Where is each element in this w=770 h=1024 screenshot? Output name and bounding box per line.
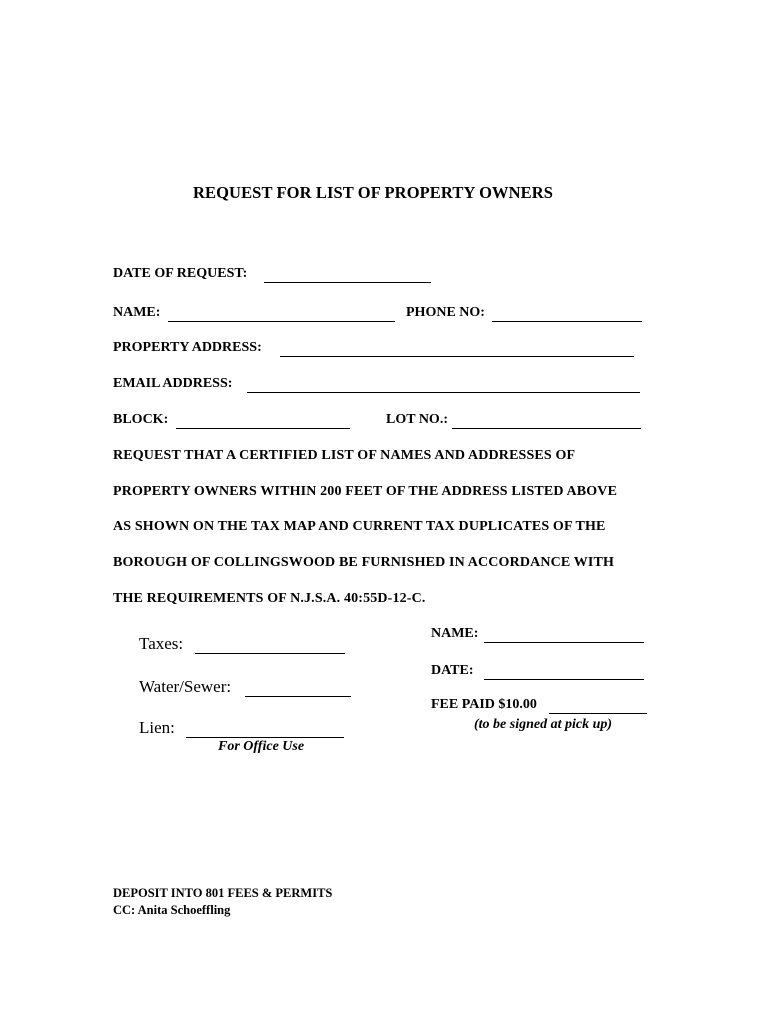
- fee-paid-label: FEE PAID $10.00: [431, 697, 537, 712]
- email-address-field[interactable]: [247, 377, 640, 393]
- water-sewer-label: Water/Sewer:: [139, 677, 232, 696]
- property-address-label: PROPERTY ADDRESS:: [113, 340, 262, 355]
- name-label: NAME:: [113, 305, 161, 320]
- lot-field[interactable]: [452, 413, 641, 429]
- name-field[interactable]: [168, 306, 395, 322]
- date-of-request-field[interactable]: [264, 267, 431, 283]
- deposit-note: DEPOSIT INTO 801 FEES & PERMITS: [113, 886, 333, 900]
- email-address-label: EMAIL ADDRESS:: [113, 376, 233, 391]
- office-use-caption: For Office Use: [218, 739, 305, 754]
- request-text-line: REQUEST THAT A CERTIFIED LIST OF NAMES AND ADDRESSES OF: [113, 448, 576, 463]
- phone-field[interactable]: [492, 306, 642, 322]
- pickup-name-label: NAME:: [431, 626, 479, 641]
- request-text-line: PROPERTY OWNERS WITHIN 200 FEET OF THE ADDRESS LISTED ABOVE: [113, 484, 618, 499]
- water-sewer-field[interactable]: [245, 679, 351, 697]
- request-text-line: BOROUGH OF COLLINGSWOOD BE FURNISHED IN ACCORDANCE WITH: [113, 555, 615, 570]
- block-field[interactable]: [176, 413, 350, 429]
- pickup-date-field[interactable]: [484, 664, 644, 680]
- lien-label: Lien:: [139, 718, 175, 737]
- pickup-name-field[interactable]: [484, 627, 644, 643]
- request-text-line: AS SHOWN ON THE TAX MAP AND CURRENT TAX DUPLICATES OF THE: [113, 519, 606, 534]
- lien-field[interactable]: [186, 720, 344, 738]
- phone-label: PHONE NO:: [406, 305, 485, 320]
- block-label: BLOCK:: [113, 412, 169, 427]
- taxes-field[interactable]: [195, 636, 345, 654]
- fee-paid-field[interactable]: [549, 698, 647, 714]
- page-title: REQUEST FOR LIST OF PROPERTY OWNERS: [193, 183, 554, 202]
- cc-note: CC: Anita Schoeffling: [113, 903, 231, 917]
- taxes-label: Taxes:: [139, 634, 184, 653]
- request-text-line: THE REQUIREMENTS OF N.J.S.A. 40:55D-12-C.: [113, 591, 426, 606]
- date-of-request-label: DATE OF REQUEST:: [113, 266, 248, 281]
- pickup-note: (to be signed at pick up): [474, 717, 613, 732]
- pickup-date-label: DATE:: [431, 663, 474, 678]
- lot-label: LOT NO.:: [386, 412, 448, 427]
- property-address-field[interactable]: [280, 341, 634, 357]
